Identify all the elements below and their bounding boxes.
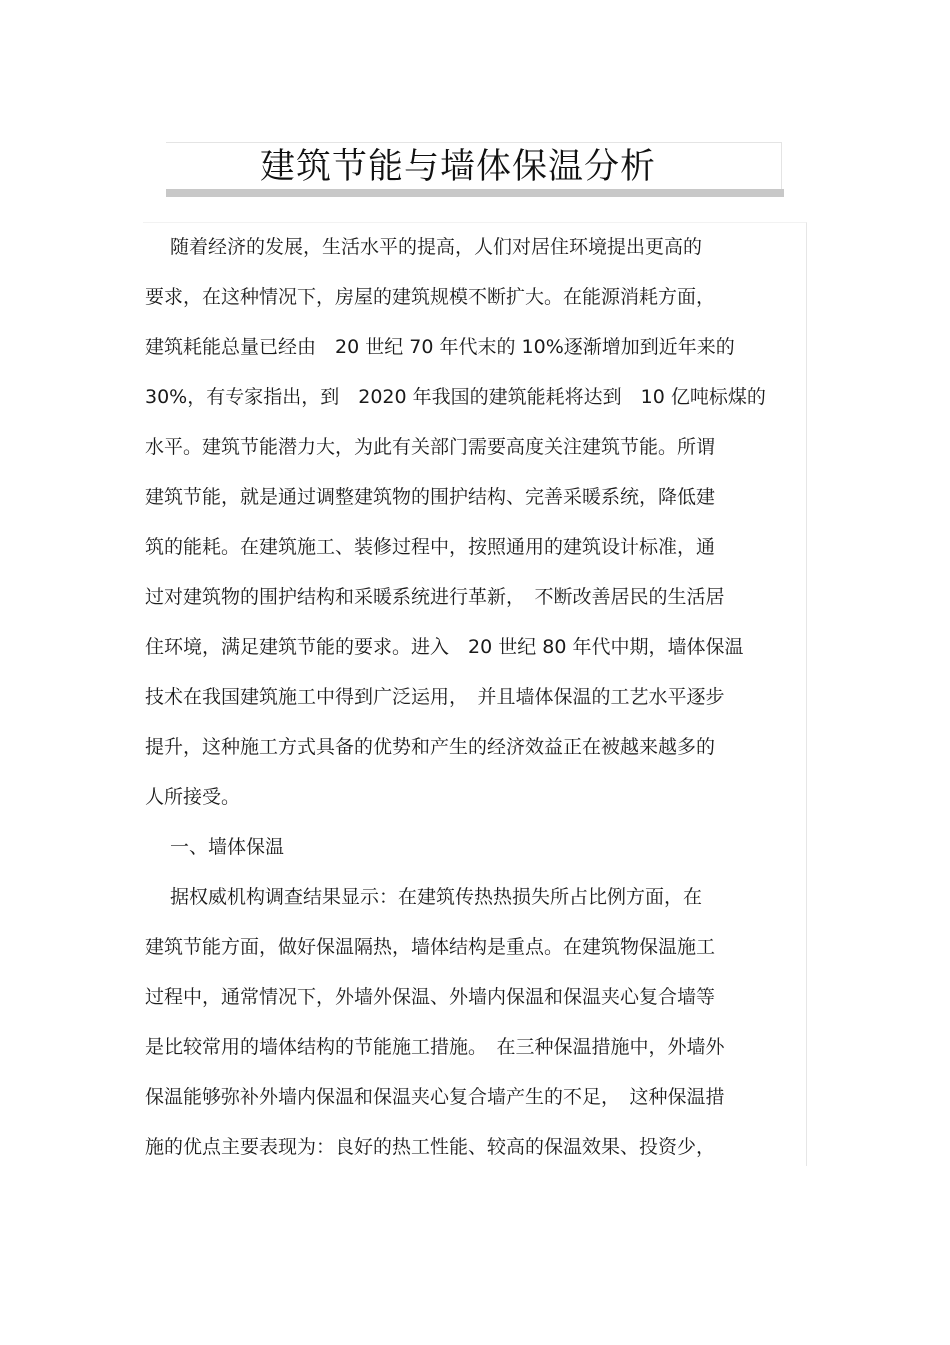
text-line: 是比较常用的墙体结构的节能施工措施。 在三种保温措施中，外墙外 xyxy=(145,1036,725,1058)
text-line: 建筑节能方面，做好保温隔热，墙体结构是重点。在建筑物保温施工 xyxy=(145,936,716,958)
text-line: 建筑耗能总量已经由 20 世纪 70 年代末的 10%逐渐增加到近年来的 xyxy=(145,336,735,358)
text-line: 保温能够弥补外墙内保温和保温夹心复合墙产生的不足， 这种保温措 xyxy=(145,1086,725,1108)
text-line: 据权威机构调查结果显示：在建筑传热热损失所占比例方面，在 xyxy=(145,886,703,908)
text-line: 过对建筑物的围护结构和采暖系统进行革新， 不断改善居民的生活居 xyxy=(145,586,725,608)
text-line: 技术在我国建筑施工中得到广泛运用， 并且墙体保温的工艺水平逐步 xyxy=(145,686,725,708)
text-line: 人所接受。 xyxy=(145,786,241,808)
text-line: 提升，这种施工方式具备的优势和产生的经济效益正在被越来越多的 xyxy=(145,736,716,758)
text-line: 水平。建筑节能潜力大，为此有关部门需要高度关注建筑节能。所谓 xyxy=(145,436,716,458)
text-line: 随着经济的发展，生活水平的提高，人们对居住环境提出更高的 xyxy=(145,236,703,258)
section-heading: 一、墙体保温 xyxy=(145,836,285,858)
text-line: 过程中，通常情况下，外墙外保温、外墙内保温和保温夹心复合墙等 xyxy=(145,986,716,1008)
text-line: 要求，在这种情况下，房屋的建筑规模不断扩大。在能源消耗方面， xyxy=(145,286,716,308)
text-line: 30%，有专家指出，到 2020 年我国的建筑能耗将达到 10 亿吨标煤的 xyxy=(145,386,766,408)
text-line: 住环境，满足建筑节能的要求。进入 20 世纪 80 年代中期，墙体保温 xyxy=(145,636,744,658)
document-title: 建筑节能与墙体保温分析 xyxy=(259,147,656,187)
text-line: 建筑节能，就是通过调整建筑物的围护结构、完善采暖系统，降低建 xyxy=(145,486,716,508)
text-line: 筑的能耗。在建筑施工、装修过程中，按照通用的建筑设计标准，通 xyxy=(145,536,716,558)
text-line: 施的优点主要表现为：良好的热工性能、较高的保温效果、投资少， xyxy=(145,1136,716,1158)
